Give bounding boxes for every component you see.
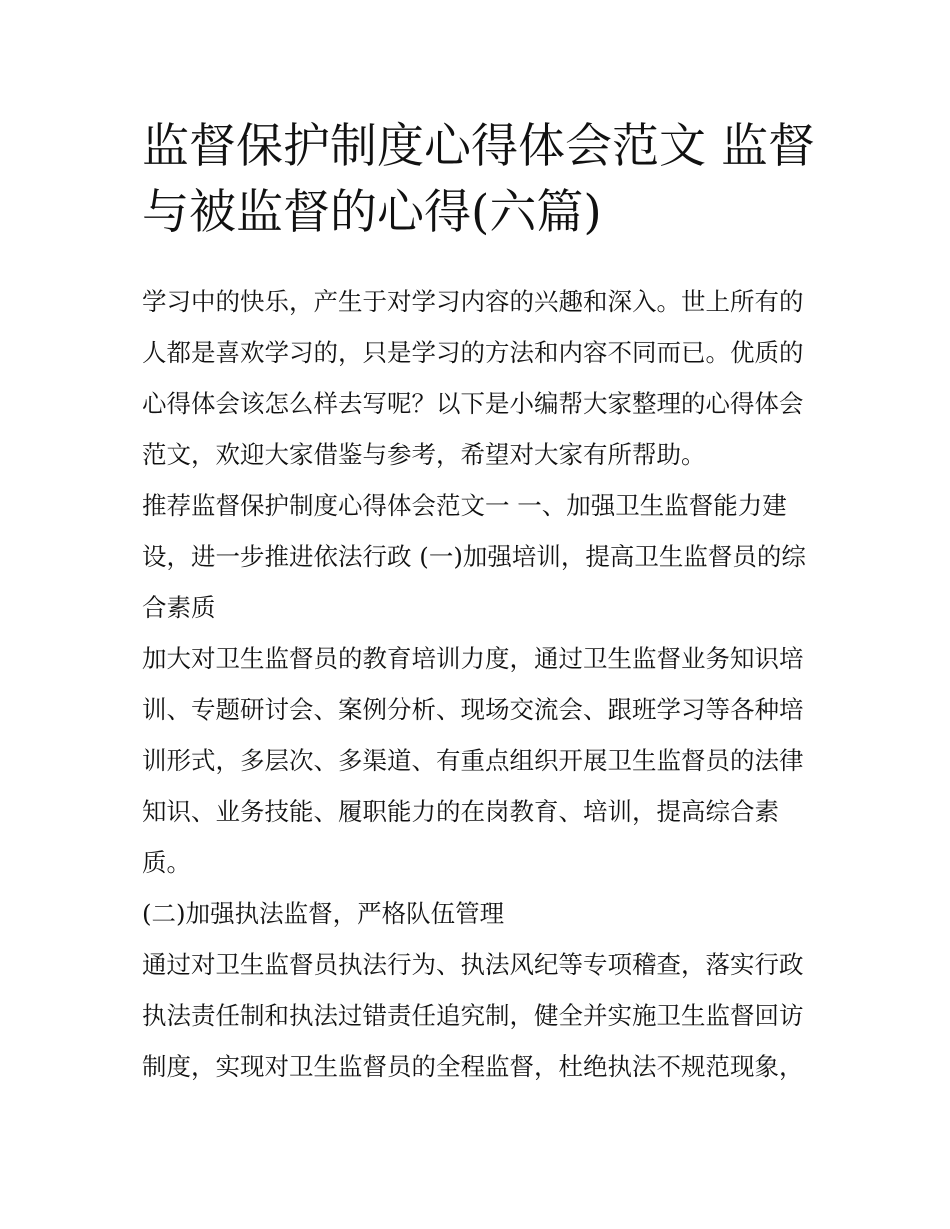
document-title: 监督保护制度心得体会范文 监督与被监督的心得(六篇) [142,119,815,240]
paragraph-intro: 学习中的快乐，产生于对学习内容的兴趣和深入。世上所有的人都是喜欢学习的，只是学习的方法和内容不同而已。优质的心得体会该怎么样去写呢？以下是小编帮大家整理的心得体会范文，欢迎大家借鉴与参考，希望对大家有所帮助。 [142,287,804,469]
paragraph-section-one-heading: 推荐监督保护制度心得体会范文一 一、加强卫生监督能力建设，进一步推进依法行政 (一)加强培训，提高卫生监督员的综合素质 [142,491,806,622]
paragraph-training: 加大对卫生监督员的教育培训力度，通过卫生监督业务知识培训、专题研讨会、案例分析、现场交流会、跟班学习等各种培训形式，多层次、多渠道、有重点组织开展卫生监督员的法律知识、业务技能、履职能力的在岗教育、培训，提高综合素质。 [142,644,804,877]
paragraph-subheading-two: (二)加强执法监督，严格队伍管理 [142,899,505,928]
document-body [142,276,822,1092]
paragraph-supervision: 通过对卫生监督员执法行为、执法风纪等专项稽查，落实行政执法责任制和执法过错责任追究制，健全并实施卫生监督回访制度，实现对卫生监督员的全程监督，杜绝执法不规范现象， [142,950,804,1081]
